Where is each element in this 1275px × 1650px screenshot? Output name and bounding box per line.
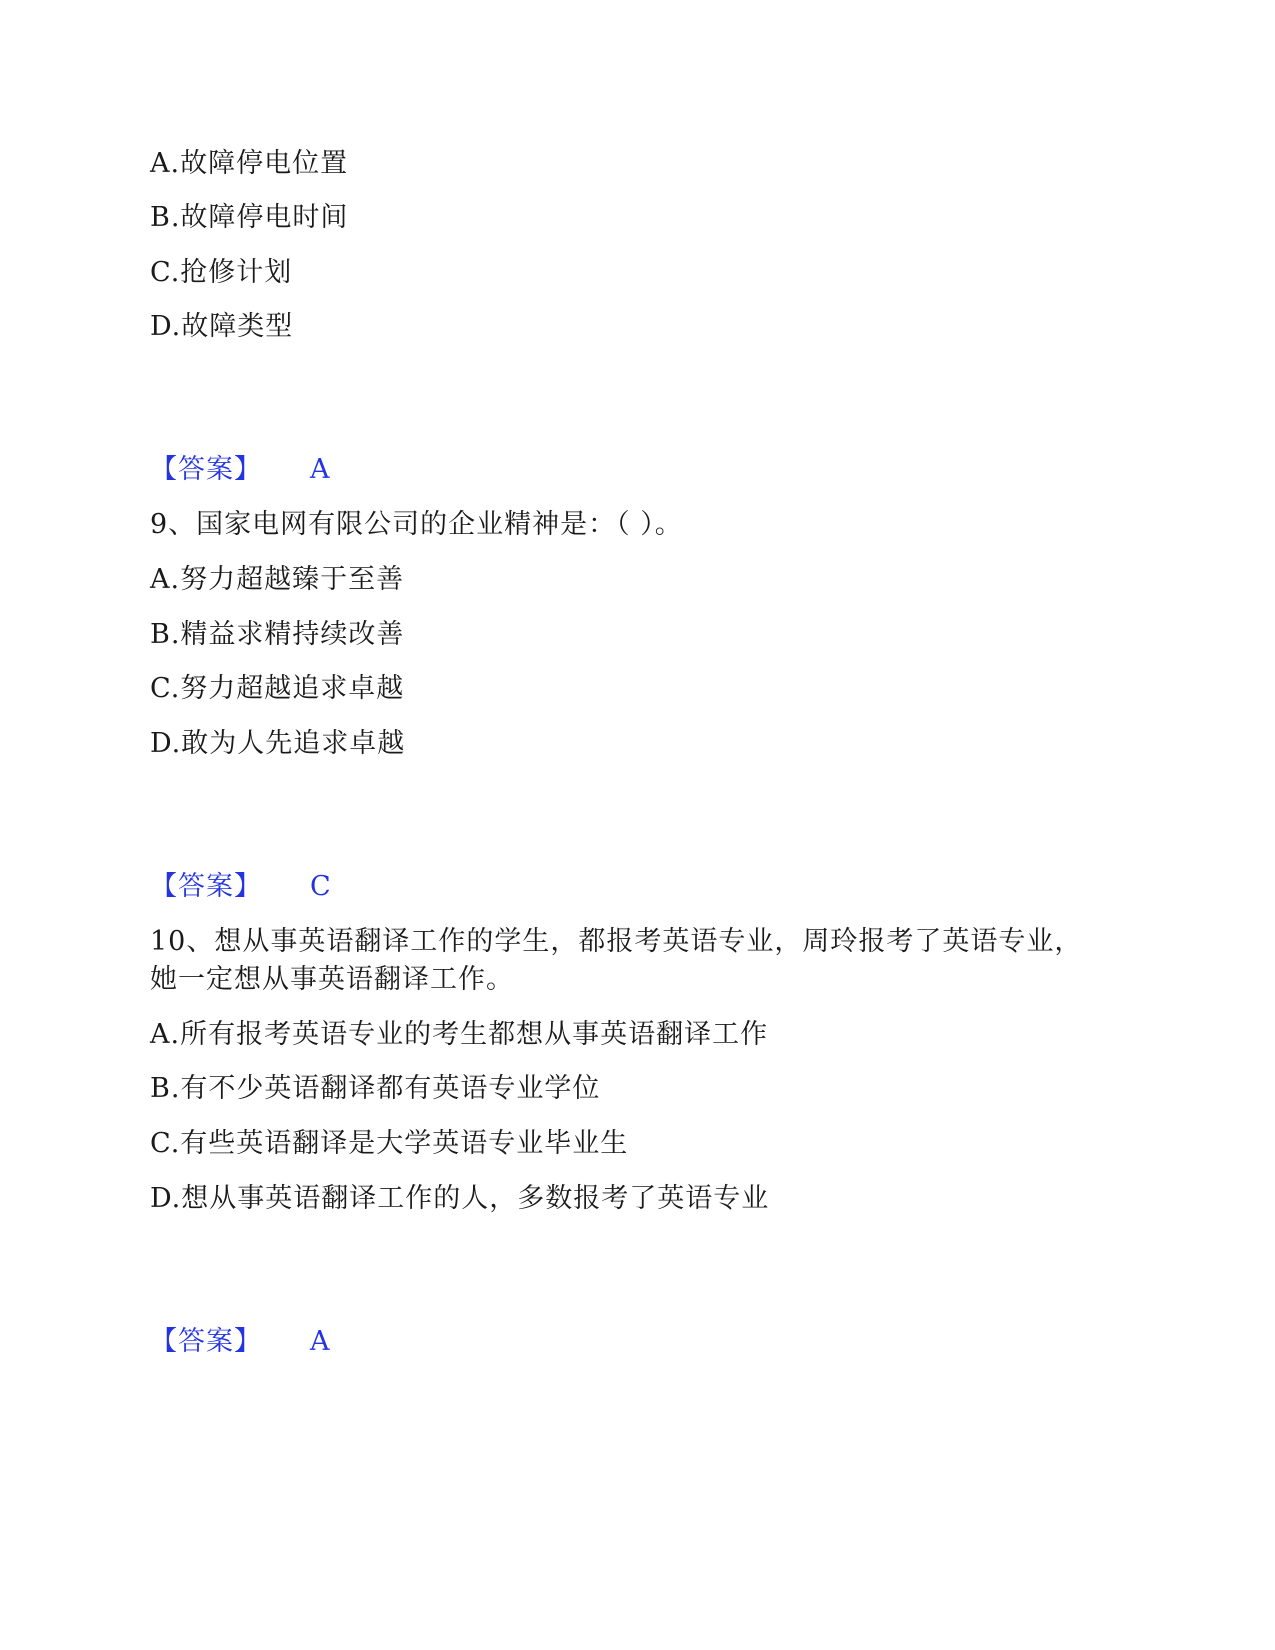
q10-answer-value: A [310, 1326, 330, 1357]
option-d: D.故障类型 [150, 311, 294, 342]
answer-value: A [310, 454, 330, 485]
q10-option-b: B.有不少英语翻译都有英语专业学位 [150, 1073, 601, 1104]
option-b: B.故障停电时间 [150, 202, 349, 233]
option-c: C.抢修计划 [150, 257, 293, 288]
q9-answer-value: C [310, 871, 331, 902]
question-9-text: 9、国家电网有限公司的企业精神是：（ ）。 [150, 509, 683, 540]
q10-option-c: C.有些英语翻译是大学英语专业毕业生 [150, 1128, 629, 1159]
q9-answer-label: 【答案】 [150, 871, 262, 902]
q9-option-a: A.努力超越臻于至善 [150, 564, 405, 595]
option-a: A.故障停电位置 [150, 148, 349, 179]
answer-label: 【答案】 [150, 454, 262, 485]
q9-option-c: C.努力超越追求卓越 [150, 673, 405, 704]
q10-answer-label: 【答案】 [150, 1326, 262, 1357]
q9-option-b: B.精益求精持续改善 [150, 619, 405, 650]
question-10-line-1: 10、想从事英语翻译工作的学生，都报考英语专业，周玲报考了英语专业， [150, 926, 1083, 957]
q9-option-d: D.敢为人先追求卓越 [150, 728, 406, 759]
q10-option-d: D.想从事英语翻译工作的人，多数报考了英语专业 [150, 1183, 770, 1214]
question-10-line-2: 她一定想从事英语翻译工作。 [150, 964, 514, 995]
q10-option-a: A.所有报考英语专业的考生都想从事英语翻译工作 [150, 1019, 769, 1050]
